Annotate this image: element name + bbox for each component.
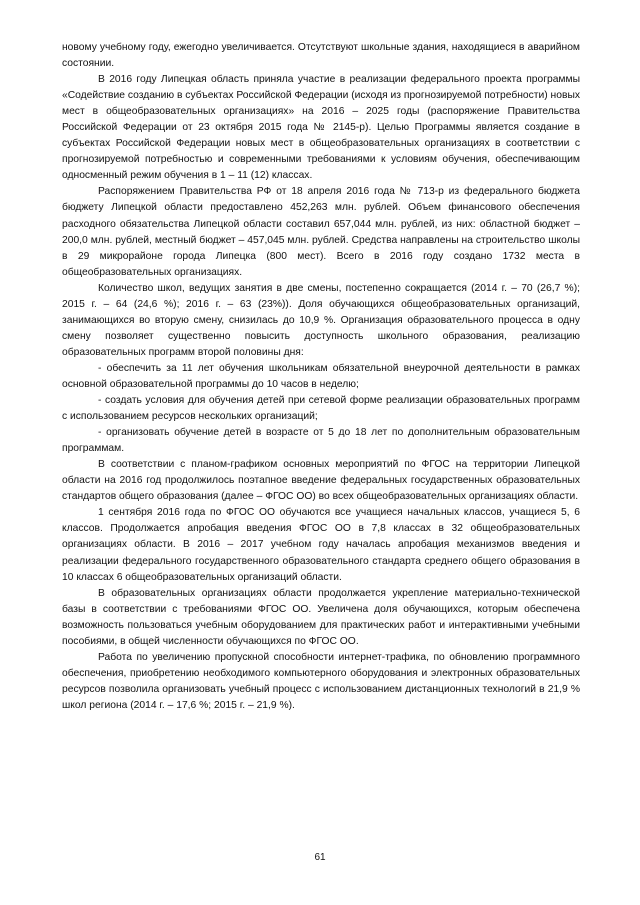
paragraph: Работа по увеличению пропускной способности интернет-трафика, по обновлению программного обеспечения, приобретению необходимого компьютерного оборудования и электронных образовательных ресурсов позволила организовать учебный процесс с использованием дистанционных технологий в 21,9 % школ региона (2014 г. – 17,6 %; 2015 г. – 21,9 %). (62, 651, 580, 711)
paragraph: Количество школ, ведущих занятия в две смены, постепенно сокращается (2014 г. – 70 (26,7 %); 2015 г. – 64 (24,6 %); 2016 г. – 63 (23%)). Доля обучающихся общеобразовательных организаций, занимающихся во вторую смену, снизилась до 10,9 %. Организация образовательного процесса в одну смену позволяет существенно повысить доступность школьного образования, реализацию образовательных программ второй половины дня: (62, 282, 580, 358)
paragraph: В образовательных организациях области продолжается укрепление материально-технической базы в соответствии с требованиями ФГОС ОО. Увеличена доля обучающихся, которым обеспечена возможность пользоваться учебным оборудованием для практических работ и интерактивными учебными пособиями, в общей численности обучающихся по ФГОС ОО. (62, 587, 580, 647)
paragraph: В соответствии с планом-графиком основных мероприятий по ФГОС на территории Липецкой области на 2016 год продолжилось поэтапное введение федеральных государственных образовательных стандартов общего образования (далее – ФГОС ОО) во всех общеобразовательных организациях области. (62, 459, 580, 503)
paragraph: Распоряжением Правительства РФ от 18 апреля 2016 года № 713-р из федерального бюджета бюджету Липецкой области предоставлено 452,263 млн. рублей. Объем финансового обеспечения расходного обязательства Липецкой области составил 657,044 млн. рублей, из них: областной бюджет – 200,0 млн. рублей, местный бюджет – 457,045 млн. рублей. Средства направлены на строительство школы в 29 микрорайоне города Липецка (800 мест). Всего в 2016 году создано 1732 места в общеобразовательных организациях. (62, 186, 580, 278)
page-number: 61 (314, 852, 326, 863)
paragraph: новому учебному году, ежегодно увеличивается. Отсутствуют школьные здания, находящиеся в аварийном состоянии. (62, 42, 580, 70)
document-body (62, 40, 580, 714)
paragraph: 1 сентября 2016 года по ФГОС ОО обучаются все учащиеся начальных классов, учащиеся 5, 6 классов. Продолжается апробация введения ФГОС ОО в 7,8 классах в 32 общеобразовательных организациях области. В 2016 – 2017 учебном году началась апробация механизмов введения и реализации федерального государственного образовательного стандарта среднего общего образования в 10 классах 6 общеобразовательных организаций области. (62, 507, 580, 583)
paragraph: В 2016 году Липецкая область приняла участие в реализации федерального проекта программы «Содействие созданию в субъектах Российской Федерации (исходя из прогнозируемой потребности) новых мест в общеобразовательных организациях» на 2016 – 2025 годы (распоряжение Правительства Российской Федерации от 23 октября 2015 года № 2145-р). Целью Программы является создание в субъектах Российской Федерации новых мест в общеобразовательных организациях в соответствии с прогнозируемой потребностью и современными требованиями к условиям обучения, обеспечивающим односменный режим обучения в 1 – 11 (12) классах. (62, 74, 580, 182)
list-item: - организовать обучение детей в возрасте от 5 до 18 лет по дополнительным образовательным программам. (62, 427, 580, 455)
list-item: - создать условия для обучения детей при сетевой форме реализации образовательных программ с использованием ресурсов нескольких организаций; (62, 395, 580, 423)
list-item: - обеспечить за 11 лет обучения школьникам обязательной внеурочной деятельности в рамках основной образовательной программы до 10 часов в неделю; (62, 362, 580, 390)
